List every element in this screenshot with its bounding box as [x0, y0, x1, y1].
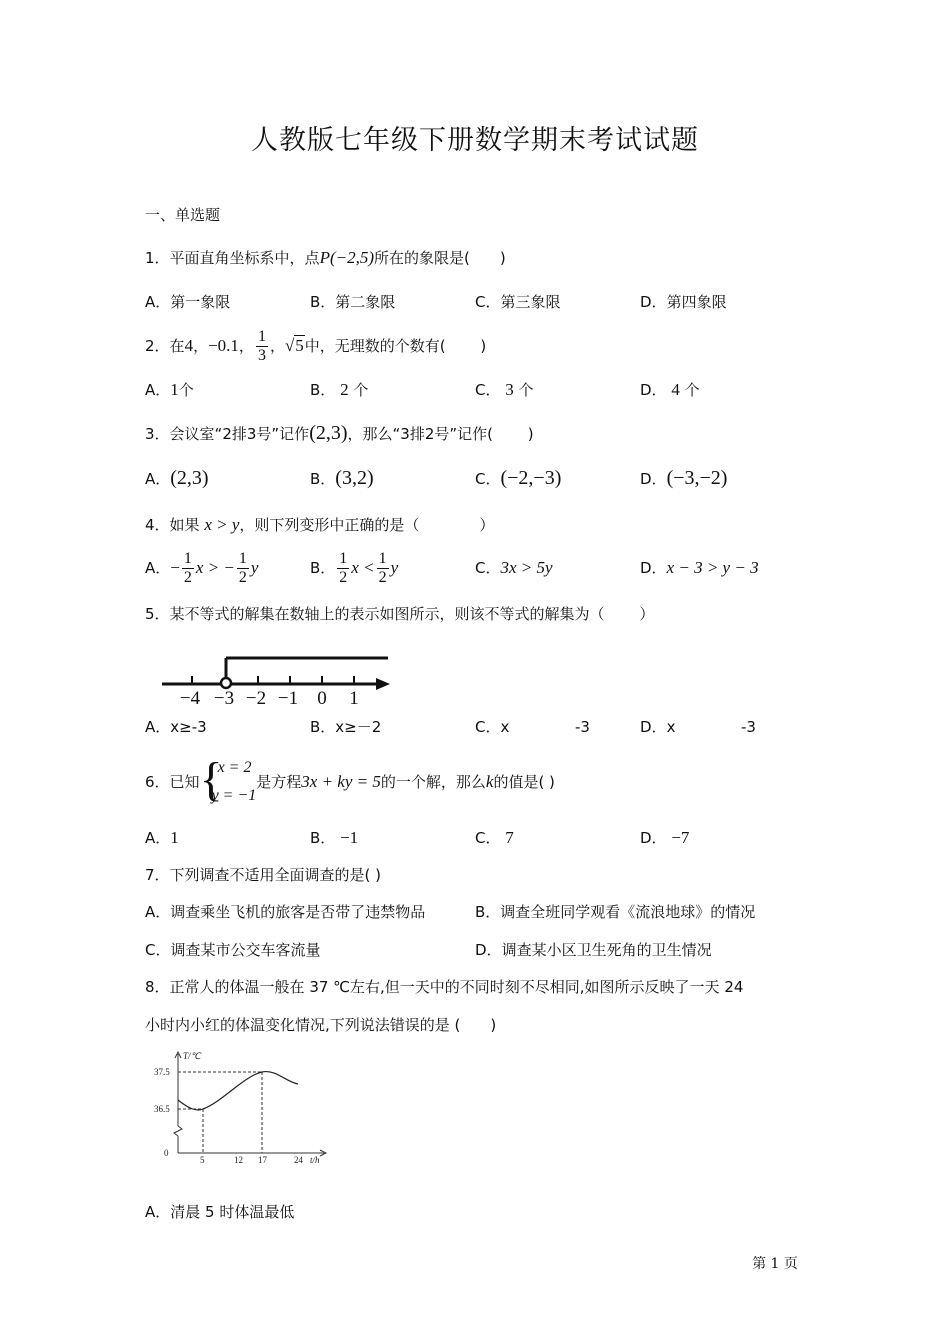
- q7-option-c: C．调查某市公交车客流量: [145, 941, 321, 959]
- q7-option-a: A．调查乘坐飞机的旅客是否带了违禁物品: [145, 903, 426, 921]
- number-line-figure: [160, 648, 395, 708]
- q5-option-c-tail: -3: [575, 718, 590, 736]
- axis-label: −3: [213, 688, 235, 708]
- q4-option-a: A． − $\frac{1}{2}$ x > − $\frac{1}{2}$ y: [145, 549, 259, 586]
- q2-option-d: D． 4 个: [640, 380, 700, 399]
- graph-xtick: 24: [294, 1155, 303, 1165]
- graph-xtick: 5: [200, 1155, 205, 1165]
- q3-option-d: D．(−3,−2): [640, 467, 728, 489]
- q5-option-d: D．x: [640, 718, 676, 736]
- graph-ytick: 37.5: [154, 1067, 170, 1077]
- q1-post: 所在的象限是( ): [374, 249, 506, 267]
- q2-option-b: B． 2 个: [310, 380, 369, 399]
- q3-option-b: B．(3,2): [310, 467, 374, 489]
- page-number: 第 1 页: [752, 1256, 798, 1272]
- q1-option-a: A．第一象限: [145, 293, 231, 311]
- axis-label: 1: [349, 688, 359, 708]
- q3-math: (2,3): [309, 422, 348, 444]
- q6-equation: 3x + ky = 5: [301, 772, 381, 791]
- q1-option-d: D．第四象限: [640, 293, 727, 311]
- question-4: 4．如果 x > y，则下列变形中正确的是（ ）: [145, 515, 495, 534]
- axis-label: 0: [317, 688, 327, 708]
- question-8-line2: 小时内小红的体温变化情况,下列说法错误的是 ( ): [145, 1016, 497, 1034]
- graph-xtick: 12: [234, 1155, 243, 1165]
- q6-option-c: C． 7: [475, 828, 514, 847]
- q8-option-a: A．清晨 5 时体温最低: [145, 1203, 295, 1221]
- q5-option-a: A．x≥-3: [145, 718, 207, 736]
- q2-option-a: A．1个: [145, 380, 194, 399]
- graph-ytick: 0: [164, 1148, 169, 1158]
- question-6: 6． 已知 { x = 2 y = −1 是方程 3x + ky = 5 的一个解，那么 k 的值是( ): [145, 752, 555, 812]
- q1-number: 1．: [145, 249, 170, 267]
- q2-fraction: $\frac{1}{3}$: [257, 327, 266, 364]
- graph-xlabel: t/h: [310, 1155, 320, 1165]
- graph-ytick: 36.5: [154, 1104, 170, 1114]
- q4-option-b: B． $\frac{1}{2}$ x < $\frac{1}{2}$ y: [310, 549, 399, 586]
- q5-option-b: B．x≥－2: [310, 718, 382, 736]
- q1-option-b: B．第二象限: [310, 293, 396, 311]
- question-1: [145, 248, 506, 268]
- q5-option-d-tail: -3: [741, 718, 756, 736]
- temperature-graph: [152, 1048, 334, 1166]
- q5-option-c: C．x: [475, 718, 510, 736]
- q2-option-c: C． 3 个: [475, 380, 534, 399]
- q2-value-b: −0.1: [208, 336, 239, 355]
- q7-option-d: D．调查某小区卫生死角的卫生情况: [475, 941, 712, 959]
- q6-option-b: B． −1: [310, 828, 359, 847]
- axis-label: −2: [245, 688, 267, 708]
- q3-option-c: C．(−2,−3): [475, 467, 562, 489]
- q4-option-c: C．3x > 5y: [475, 558, 553, 577]
- question-3: 3．会议室“2排3号”记作(2,3)，那么“3排2号”记作( ): [145, 422, 534, 444]
- q6-option-d: D． −7: [640, 828, 690, 847]
- q2-sqrt: √5: [284, 336, 304, 355]
- axis-label: −1: [277, 688, 299, 708]
- q2-value-a: 4: [184, 336, 194, 355]
- q1-option-c: C．第三象限: [475, 293, 561, 311]
- q7-option-b: B．调查全班同学观看《流浪地球》的情况: [475, 903, 756, 921]
- q6-option-a: A．1: [145, 828, 179, 847]
- q4-math: x > y: [204, 515, 240, 534]
- section-header: 一、单选题: [145, 206, 221, 224]
- question-7: 7．下列调查不适用全面调查的是( ): [145, 866, 382, 884]
- page-title: 人教版七年级下册数学期末考试试题: [251, 125, 699, 156]
- q1-math: P(−2,5): [319, 248, 374, 267]
- equation-system: { x = 2 y = −1: [199, 753, 257, 806]
- q1-pre: 平面直角坐标系中，点: [169, 249, 320, 267]
- graph-xtick: 17: [258, 1155, 267, 1165]
- question-5: 5．某不等式的解集在数轴上的表示如图所示，则该不等式的解集为（ ）: [145, 605, 655, 623]
- q4-option-d: D．x − 3 > y − 3: [640, 558, 759, 577]
- question-2: 2． 在 4 ， −0.1 ， $\frac{1}{3}$ ， √5 中，无理数的个数有( ): [145, 327, 487, 364]
- q3-option-a: A．(2,3): [145, 467, 209, 489]
- axis-label: −4: [179, 688, 201, 708]
- question-8: 8．正常人的体温一般在 37 ℃左右,但一天中的不同时刻不尽相同,如图所示反映了一天 24: [145, 978, 744, 996]
- graph-ylabel: T/℃: [183, 1051, 201, 1061]
